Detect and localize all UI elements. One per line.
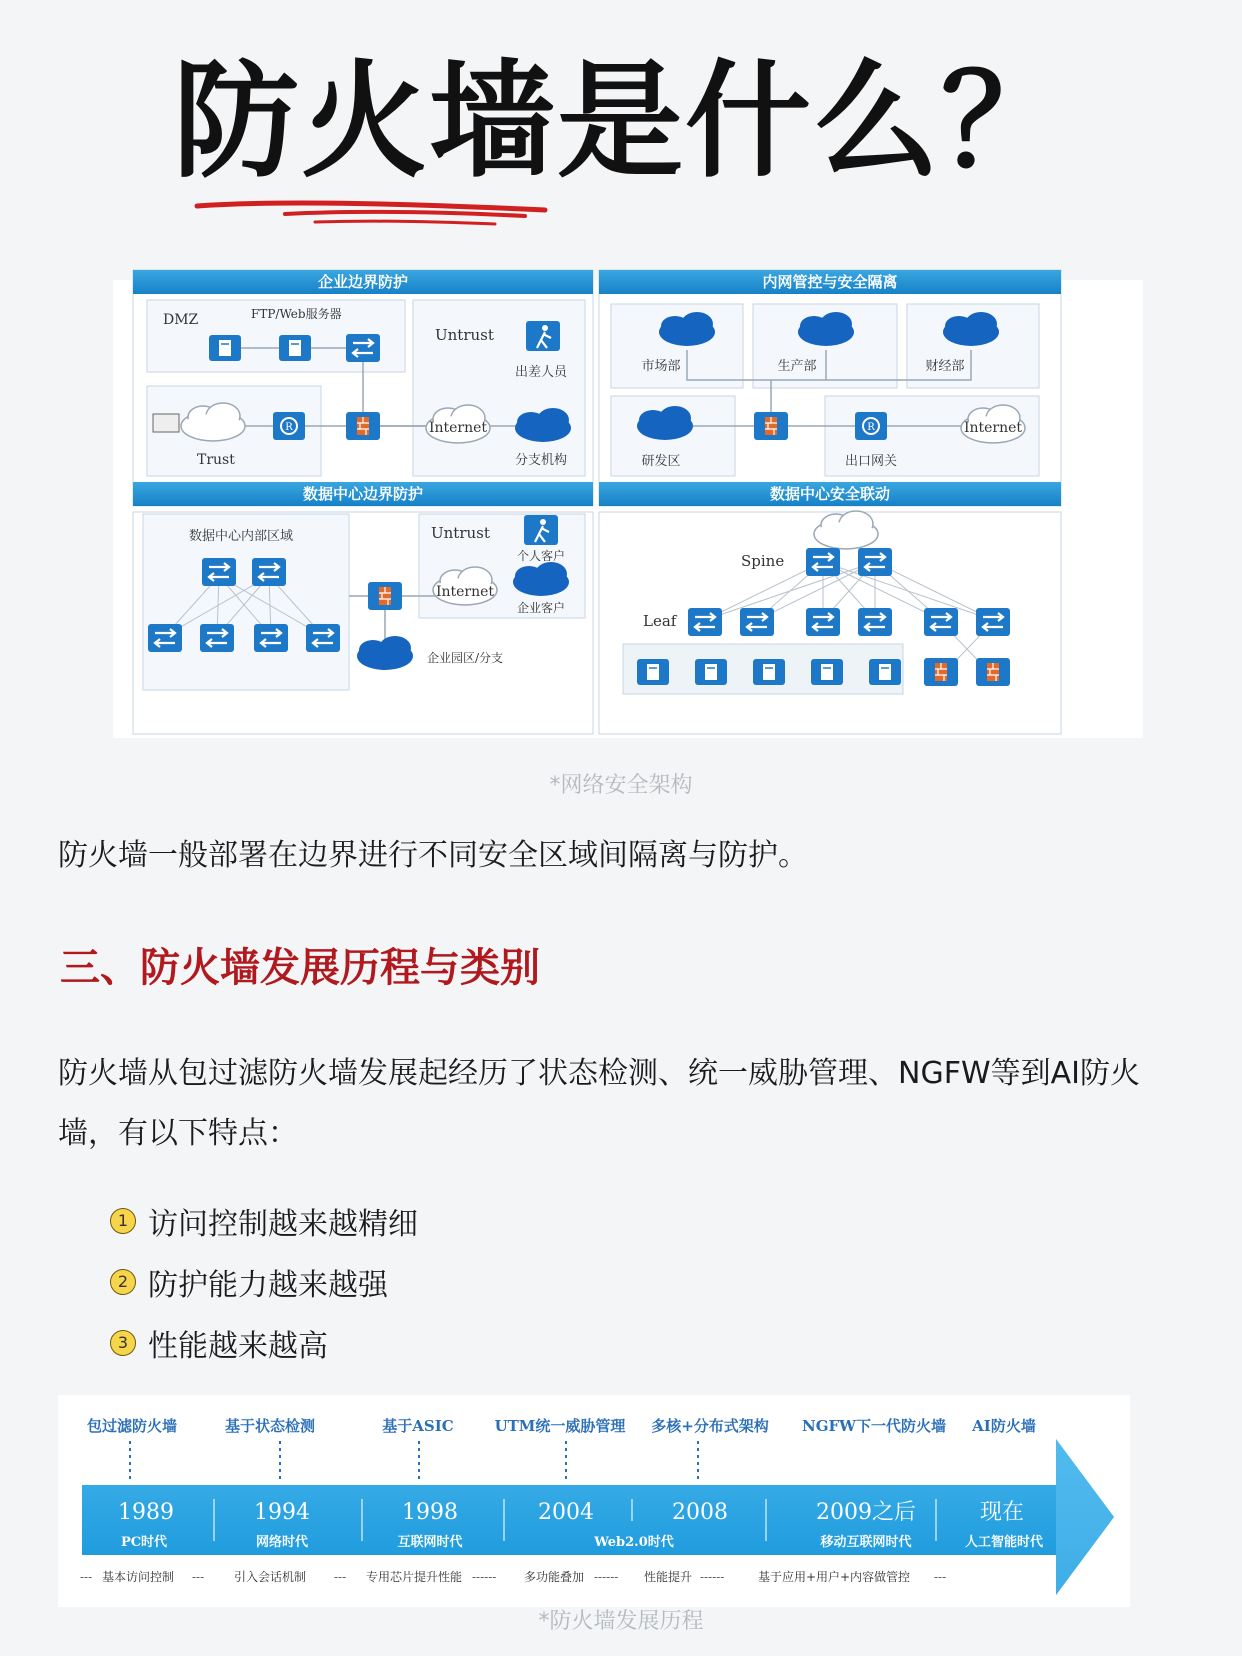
stage-label: 基于ASIC xyxy=(382,1417,454,1435)
figure1-caption: *网络安全架构 xyxy=(549,773,693,798)
year-label: 1989 xyxy=(118,1500,174,1525)
label-ftp-web: FTP/Web服务器 xyxy=(251,307,342,321)
svg-text:------: ------ xyxy=(472,1570,497,1584)
era-label: 移动互联网时代 xyxy=(820,1535,912,1550)
bottom-label: 性能提升 xyxy=(643,1570,693,1584)
page-title: 防火墙是什么？ xyxy=(173,48,1069,195)
section-heading: 三、防火墙发展历程与类别 xyxy=(60,945,540,991)
era-label: PC时代 xyxy=(120,1535,168,1550)
list-item xyxy=(110,1251,418,1312)
panel-header-dc-linkage: 数据中心安全联动 xyxy=(769,485,891,503)
stage-label: 多核+分布式架构 xyxy=(651,1417,769,1435)
year-label: 2009之后 xyxy=(816,1500,916,1525)
svg-text:---: --- xyxy=(334,1570,347,1584)
stage-label: NGFW下一代防火墙 xyxy=(801,1417,947,1435)
list-item xyxy=(110,1312,418,1373)
network-architecture-figure: R 企业边界防护 DMZ FTP/Web服务器 Trust Untrust 出差人员 Internet 分支机构 内网管控与安全隔离 市场部 生产部 财经部 研发区 出口网关 Internet 数据中心边界防护 数据中心内部区域 企业园区/分支 Untrust 个人客户 Internet 企业客户 数据中心安全联动 Spine Leaf xyxy=(113,280,1143,738)
bottom-label: 多功能叠加 xyxy=(523,1570,585,1584)
stage-label: UTM统一威胁管理 xyxy=(494,1417,626,1435)
label-personal: 个人客户 xyxy=(516,549,566,563)
era-label: 人工智能时代 xyxy=(964,1535,1044,1550)
svg-text:------: ------ xyxy=(700,1570,725,1584)
paragraph-deployment: 防火墙一般部署在边界进行不同安全区域间隔离与防护。 xyxy=(58,838,808,873)
svg-text:---: --- xyxy=(80,1570,93,1584)
feature-text: 防护能力越来越强 xyxy=(148,1267,388,1303)
era-label: 网络时代 xyxy=(255,1535,309,1550)
number-badge: 3 xyxy=(110,1330,136,1356)
paragraph-history: 防火墙从包过滤防火墙发展起经历了状态检测、统一威胁管理、NGFW等到AI防火墙，有以下特点： xyxy=(58,1056,1140,1151)
year-label: 2008 xyxy=(672,1500,728,1525)
label-rnd: 研发区 xyxy=(641,454,681,469)
year-label: 1998 xyxy=(402,1500,458,1525)
label-traveler: 出差人员 xyxy=(514,365,568,380)
label-market: 市场部 xyxy=(641,359,681,374)
bottom-label: 引入会话机制 xyxy=(233,1570,307,1584)
label-dc-internal: 数据中心内部区域 xyxy=(188,529,294,544)
svg-text:---: --- xyxy=(934,1570,947,1584)
features-list xyxy=(110,1190,418,1373)
label-untrust-2: Untrust xyxy=(431,524,490,542)
bottom-label: 基于应用+用户+内容做管控 xyxy=(757,1570,911,1584)
era-label: 互联网时代 xyxy=(397,1535,463,1550)
label-leaf: Leaf xyxy=(643,612,677,630)
svg-text:------: ------ xyxy=(594,1570,619,1584)
label-branch: 分支机构 xyxy=(514,453,568,468)
label-internet-3: Internet xyxy=(435,584,495,600)
label-production: 生产部 xyxy=(777,359,817,374)
year-label: 现在 xyxy=(979,1500,1025,1525)
list-item xyxy=(110,1190,418,1251)
feature-text: 性能越来越高 xyxy=(148,1328,328,1364)
number-badge: 2 xyxy=(110,1269,136,1295)
label-enterprise-customer: 企业客户 xyxy=(516,601,566,615)
feature-text: 访问控制越来越精细 xyxy=(148,1206,418,1242)
panel-header-enterprise: 企业边界防护 xyxy=(317,273,409,291)
label-internet: Internet xyxy=(428,420,488,436)
svg-text:---: --- xyxy=(192,1570,205,1584)
title-underline-decoration xyxy=(195,198,555,238)
panel-header-intranet: 内网管控与安全隔离 xyxy=(762,273,898,291)
label-dmz: DMZ xyxy=(163,312,199,328)
year-label: 2004 xyxy=(538,1500,594,1525)
bottom-label: 专用芯片提升性能 xyxy=(365,1570,463,1584)
label-gateway: 出口网关 xyxy=(844,454,898,469)
firewall-timeline-figure xyxy=(58,1395,1130,1607)
label-trust: Trust xyxy=(197,452,235,468)
figure2-caption: *防火墙发展历程 xyxy=(538,1609,704,1634)
panel-header-dc-border: 数据中心边界防护 xyxy=(302,485,424,503)
number-badge: 1 xyxy=(110,1208,136,1234)
stage-label: 包过滤防火墙 xyxy=(86,1417,178,1435)
label-untrust: Untrust xyxy=(435,326,494,344)
label-campus: 企业园区/分支 xyxy=(426,651,504,665)
era-label: Web2.0时代 xyxy=(594,1535,674,1550)
year-label: 1994 xyxy=(254,1500,310,1525)
stage-label: 基于状态检测 xyxy=(224,1417,316,1435)
label-internet-2: Internet xyxy=(963,420,1023,436)
bottom-label: 基本访问控制 xyxy=(101,1570,175,1584)
label-spine: Spine xyxy=(741,552,785,570)
label-finance: 财经部 xyxy=(925,359,965,374)
stage-label: AI防火墙 xyxy=(972,1417,1036,1435)
